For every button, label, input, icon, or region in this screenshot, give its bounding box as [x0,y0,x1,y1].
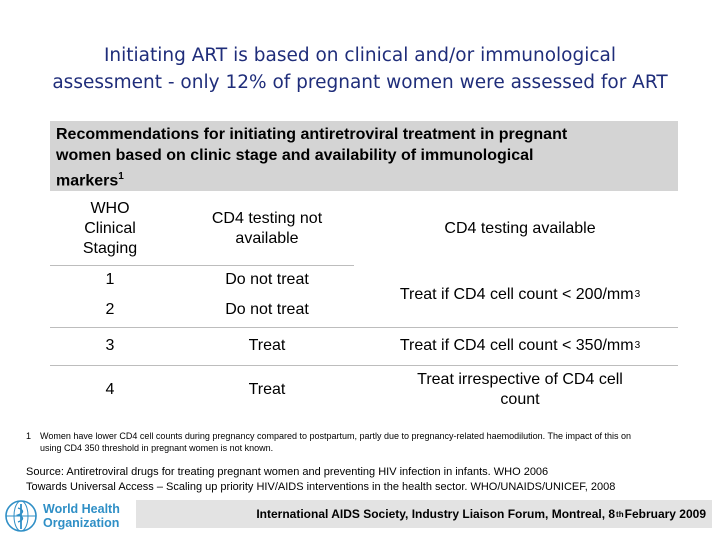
slide-title [20,42,700,96]
column-header-cd4-not-available [180,193,354,265]
row-2-not-available: Do not treat [225,301,309,318]
table-heading-markers: markers [56,172,119,190]
who-wordmark-line-1: World Health [43,502,120,516]
rows-1-2-available-text: Treat if CD4 cell count < 200/mm [399,286,634,303]
footnote-line-2: using CD4 350 threshold in pregnant women is not known. [40,443,274,453]
column-header-cd4-not-available-line-1: CD4 testing not [211,210,323,227]
rows-1-2-available-unit-sup: 3 [634,289,641,300]
table-heading [50,121,678,191]
who-wordmark [43,502,120,530]
who-emblem-icon [4,499,38,533]
row-4-available-line-2: count [500,391,540,408]
column-header-who-staging [50,193,170,265]
table-divider [50,265,354,266]
slide-title-line-2: assessment - only 12% of pregnant women were assessed for ART [52,72,668,93]
row-1-stage: 1 [105,271,115,288]
footer-date: February 2009 [624,507,706,521]
table-heading-footnote-ref: 1 [118,171,124,182]
footer-ordinal-sup: th [616,509,624,519]
source-line-2: Towards Universal Access – Scaling up priority HIV/AIDS interventions in the health sector. WHO/UNAIDS/UNICEF, 2008 [26,481,616,493]
row-4-not-available: Treat [248,381,286,398]
who-logo [4,497,134,535]
column-header-cd4-available: CD4 testing available [444,220,596,237]
row-4-available-line-1: Treat irrespective of CD4 cell [417,371,623,388]
row-4-stage: 4 [105,381,115,398]
source-citation [26,465,706,495]
row-3-stage: 3 [105,337,115,354]
column-header-who-staging-line-1: WHO [90,200,130,217]
row-3-available [362,327,678,365]
table-heading-line-2: women based on clinic stage and availability of immunological [56,147,534,164]
row-4-available [362,365,678,415]
table-heading-line-3 [56,166,672,191]
who-wordmark-line-2: Organization [43,516,120,530]
row-1-not-available: Do not treat [225,271,309,288]
row-2-stage: 2 [105,301,115,318]
footer-text: International AIDS Society, Industry Liaison Forum, Montreal, 8 [256,507,616,521]
row-3-available-text: Treat if CD4 cell count < 350/mm [399,337,634,354]
row-3-not-available: Treat [248,337,286,354]
recommendations-table [50,193,678,415]
footnote [26,430,706,454]
rows-1-2-available [362,269,678,321]
column-header-who-staging-line-2: Clinical [84,220,136,237]
footer-bar [136,500,712,528]
slide-title-line-1: Initiating ART is based on clinical and/or immunological [103,45,617,66]
footnote-line-1: Women have lower CD4 cell counts during pregnancy compared to postpartum, partly due to pregnancy-related haemodilution. The impact of this on [40,431,631,441]
column-header-who-staging-line-3: Staging [82,240,138,257]
table-heading-line-1: Recommendations for initiating antiretroviral treatment in pregnant [56,126,568,143]
row-3-available-unit-sup: 3 [634,340,641,351]
source-line-1: Source: Antiretroviral drugs for treating pregnant women and preventing HIV infection in infants. WHO 2006 [26,466,549,478]
footnote-number: 1 [26,431,32,441]
column-header-cd4-not-available-line-2: available [235,230,299,247]
